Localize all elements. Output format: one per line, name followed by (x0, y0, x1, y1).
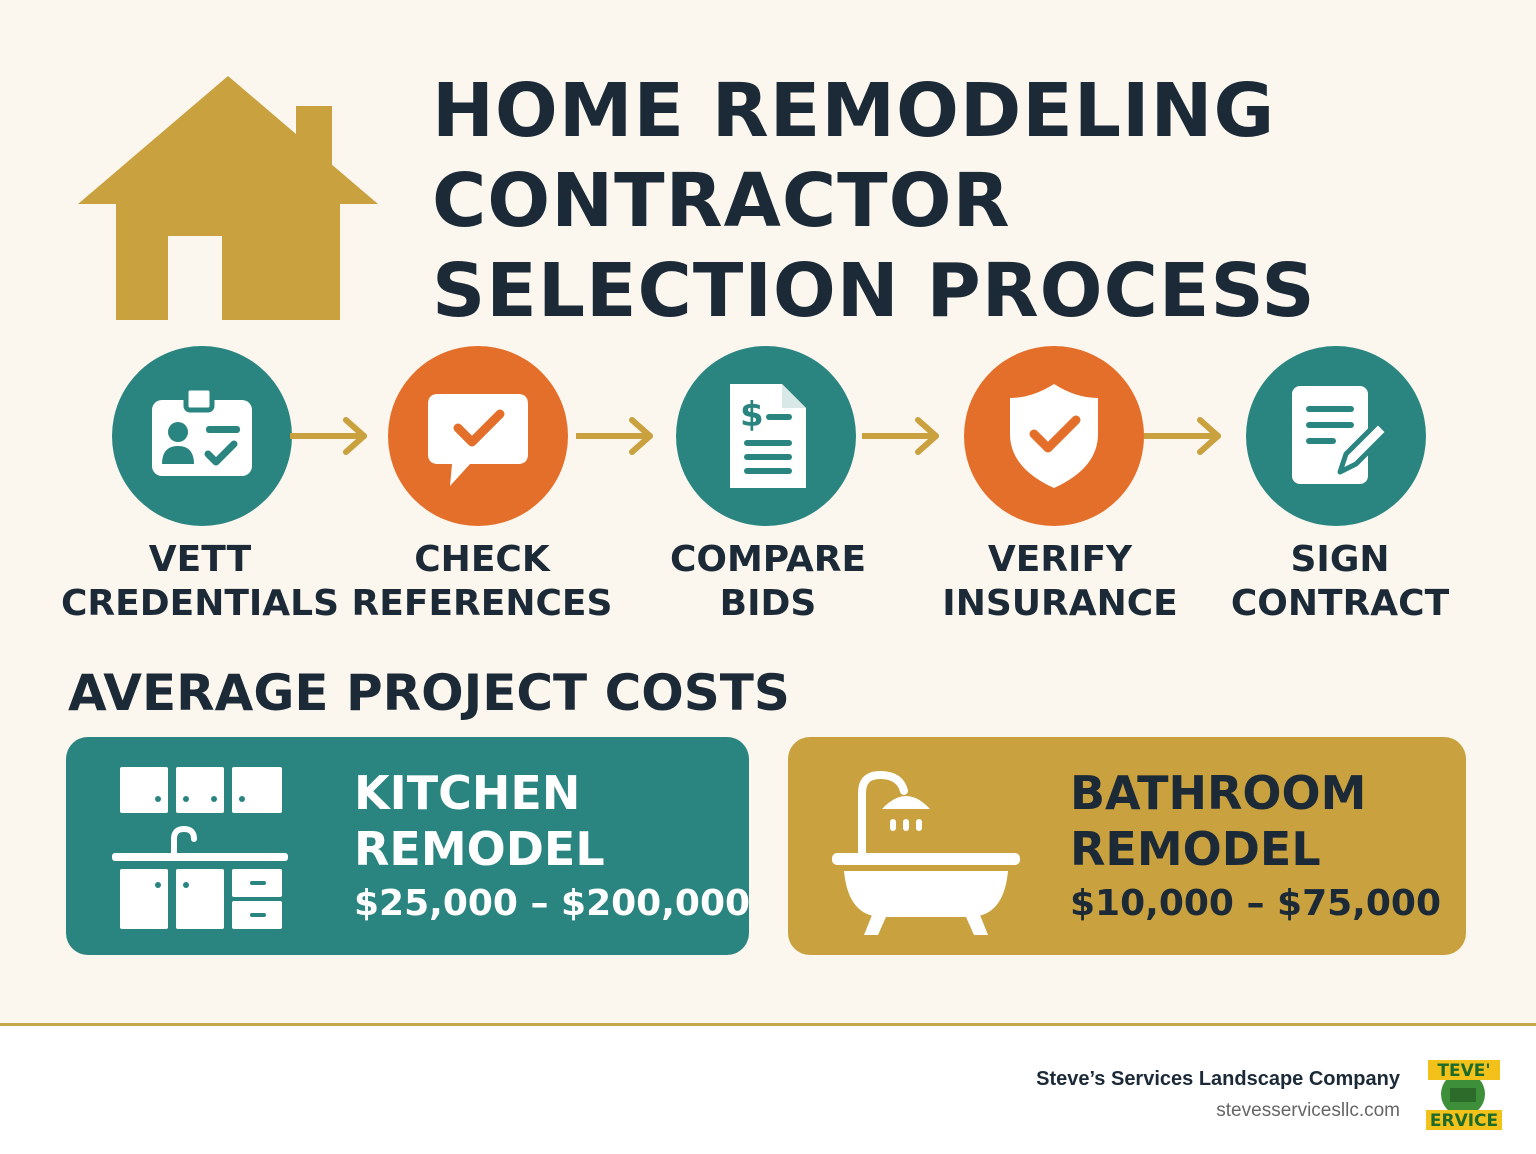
step-compare-bids (676, 346, 856, 526)
arrow-3-icon (862, 416, 942, 456)
average-costs-heading: AVERAGE PROJECT COSTS (68, 664, 790, 722)
bathroom-remodel-title: BATHROOM REMODEL (1070, 766, 1367, 876)
step-label-vett-credentials: VETT CREDENTIALS (60, 539, 339, 624)
bathroom-remodel-card (788, 737, 1466, 955)
company-logo-icon (1420, 1054, 1506, 1132)
step-check-references (388, 346, 568, 526)
title-line-2: CONTRACTOR (432, 158, 1011, 244)
shield-check-icon (994, 376, 1114, 496)
arrow-1-icon (290, 416, 370, 456)
arrow-4-icon (1144, 416, 1224, 456)
svg-text:ERVICE: ERVICE (1429, 1111, 1499, 1131)
house-icon (78, 76, 378, 320)
page-title (432, 66, 1492, 336)
kitchen-remodel-card (66, 737, 749, 955)
bathroom-remodel-price: $10,000 – $75,000 (1070, 883, 1442, 924)
step-label-check-references: CHECK REFERENCES (351, 539, 613, 624)
svg-text:$: $ (740, 395, 764, 435)
step-verify-insurance (964, 346, 1144, 526)
arrow-2-icon (576, 416, 656, 456)
kitchen-remodel-title: KITCHEN REMODEL (354, 766, 605, 876)
title-line-1: HOME REMODELING (432, 68, 1276, 154)
contract-pen-icon (1276, 376, 1396, 496)
speech-bubble-check-icon (418, 376, 538, 496)
kitchen-remodel-price: $25,000 – $200,000 (354, 883, 751, 924)
title-line-3: SELECTION PROCESS (432, 248, 1316, 334)
id-card-icon (142, 376, 262, 496)
bathtub-shower-icon (828, 767, 1028, 943)
invoice-document-icon (706, 376, 826, 496)
step-label-verify-insurance: VERIFY INSURANCE (942, 539, 1178, 624)
step-vett-credentials (112, 346, 292, 526)
company-website[interactable]: stevesservicesllc.com (1216, 1100, 1400, 1121)
step-label-sign-contract: SIGN CONTRACT (1230, 539, 1450, 624)
svg-text:TEVE': TEVE' (1437, 1061, 1491, 1081)
company-name: Steve’s Services Landscape Company (1036, 1068, 1400, 1090)
kitchen-cabinets-icon (112, 765, 292, 931)
step-sign-contract (1246, 346, 1426, 526)
step-label-compare-bids: COMPARE BIDS (669, 539, 867, 624)
